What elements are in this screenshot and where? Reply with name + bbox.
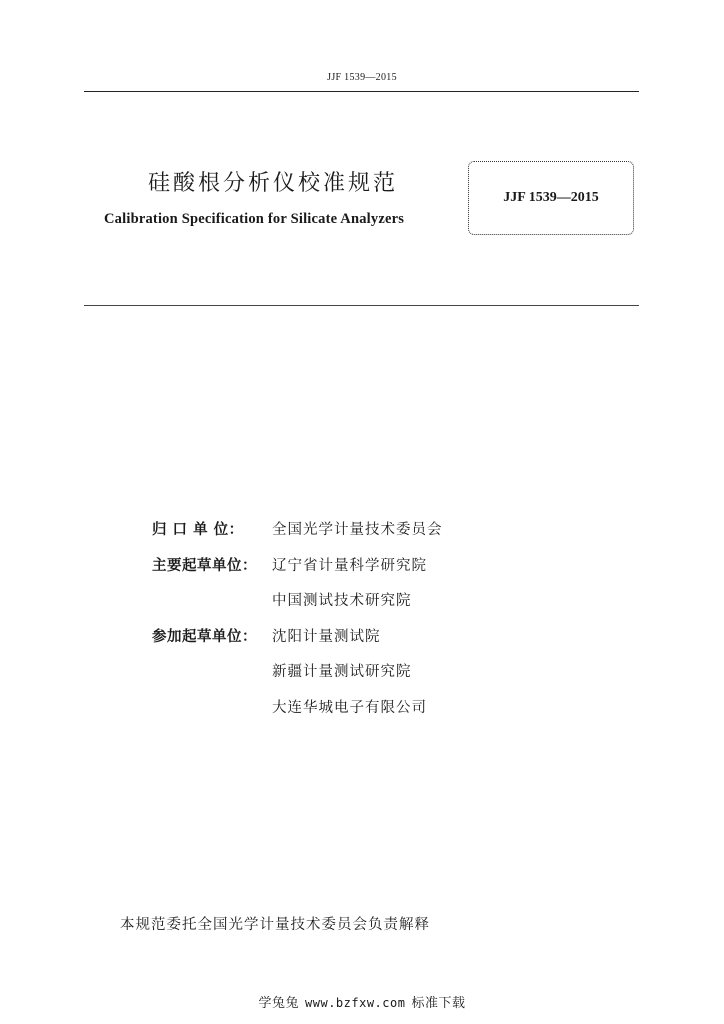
unit-label: 归 口 单 位： [152, 522, 244, 538]
unit-row [152, 696, 572, 732]
title-divider [84, 305, 639, 306]
watermark-site-name: 学兔兔 [258, 996, 300, 1011]
header-document-code: JJF 1539—2015 [327, 72, 397, 83]
unit-value: 沈阳计量测试院 [272, 628, 381, 645]
unit-row [152, 625, 572, 661]
document-title-english: Calibration Specification for Silicate Analyzers [104, 211, 405, 227]
watermark-suffix: 标准下载 [411, 996, 466, 1011]
unit-value: 辽宁省计量科学研究院 [272, 557, 427, 574]
unit-value: 新疆计量测试研究院 [272, 664, 412, 680]
unit-label: 参加起草单位： [152, 628, 257, 645]
interpretation-note: 本规范委托全国光学计量技术委员会负责解释 [120, 917, 430, 933]
unit-label: 主要起草单位： [152, 557, 257, 574]
unit-row [152, 660, 572, 696]
unit-value: 中国测试技术研究院 [272, 593, 412, 609]
watermark-url[interactable]: www.bzfxw.com [305, 996, 406, 1010]
unit-value: 全国光学计量技术委员会 [272, 522, 443, 538]
unit-row [152, 589, 572, 625]
drafting-units-list [152, 518, 572, 731]
unit-row [152, 554, 572, 590]
document-title-chinese: 硅酸根分析仪校准规范 [148, 171, 399, 196]
header-rule [84, 91, 639, 92]
watermark [0, 992, 724, 1011]
document-code-label: JJF 1539—2015 [503, 190, 599, 205]
unit-value: 大连华城电子有限公司 [272, 699, 427, 716]
unit-row [152, 518, 572, 554]
